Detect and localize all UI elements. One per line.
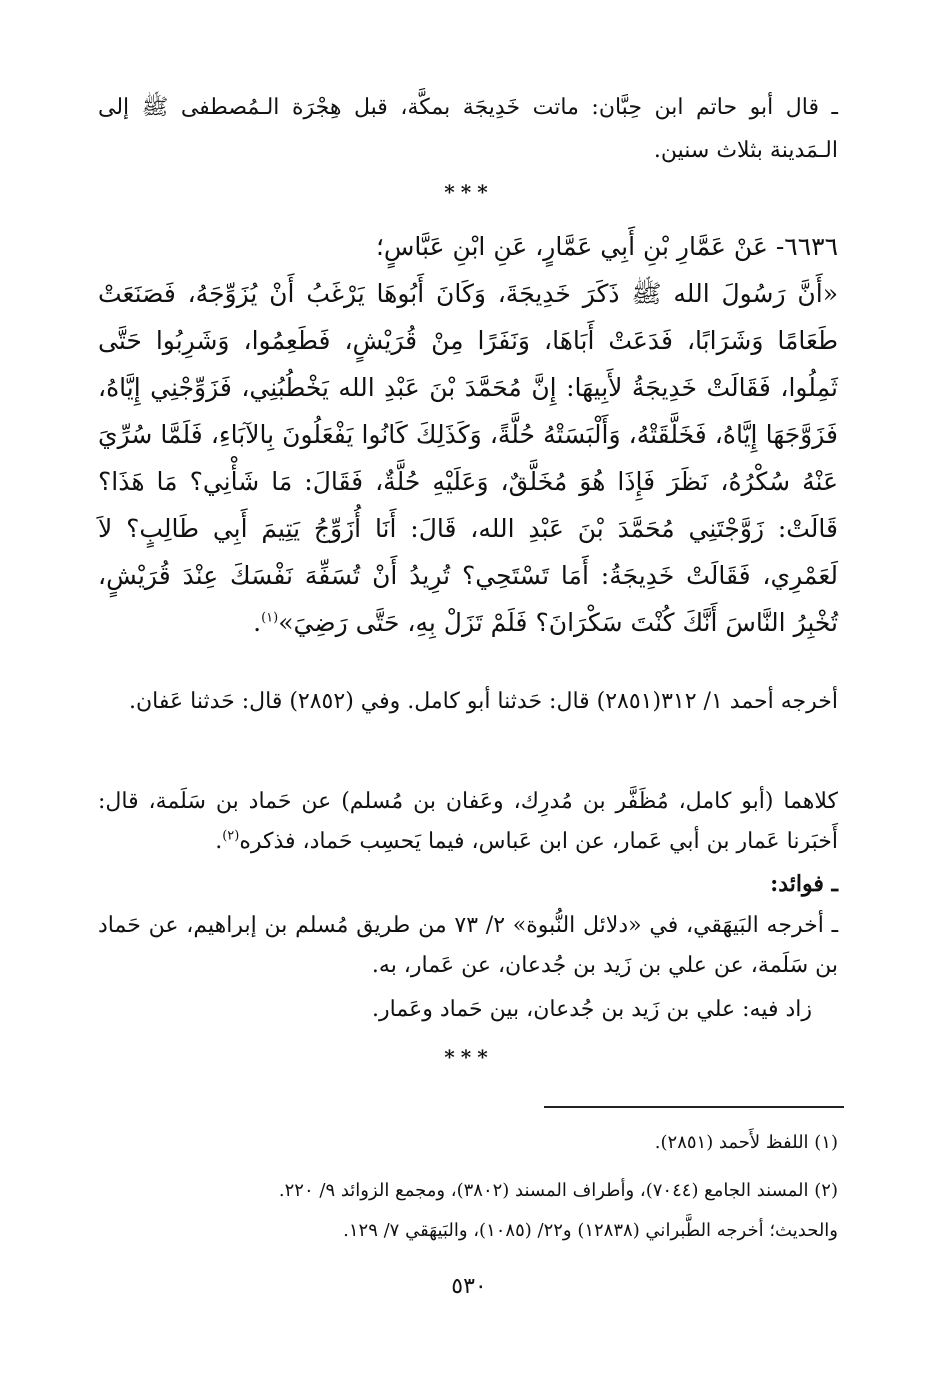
page-number: ٥٣٠: [451, 1274, 487, 1299]
intro-paragraph: ـ قال أبو حاتم ابن حِبَّان: ماتت خَدِيجَة بمكَّة، قبل هِجْرَة الـمُصطفى ﷺ إلى الـمَدينة بثلاث سنين.: [98, 95, 838, 163]
takhrij-end-mark: .: [215, 829, 223, 854]
takhrij-paragraph-2-text: كلاهما (أبو كامل، مُظَفَّر بن مُدرِك، وعَفان بن مُسلم) عن حَماد بن سَلَمة، قال: أَخبَرنا عَمار بن أبي عَمار، عن ابن عَباس، فيما يَحسِب حَماد، فذكره: [98, 789, 838, 854]
hadith-title: ٦٦٣٦- عَنْ عَمَّارِ بْنِ أَبِي عَمَّارٍ، عَنِ ابْنِ عَبَّاسٍ؛: [375, 232, 838, 261]
takhrij-paragraph-2: [98, 782, 838, 862]
footnote-ref-1[interactable]: (١): [261, 610, 279, 626]
fawaid-heading: ـ فوائد:: [770, 871, 838, 897]
hadith-end-mark: .: [253, 608, 262, 637]
section-separator-end: ***: [444, 1045, 494, 1069]
hadith-text: [98, 270, 838, 646]
footnote-divider: [544, 1106, 844, 1108]
takhrij-paragraph-1: أخرجه أحمد ١/ ٣١٢(٢٨٥١) قال: حَدثنا أبو كامل. وفي (٢٨٥٢) قال: حَدثنا عَفان.: [129, 689, 838, 714]
hadith-body-text: «أَنَّ رَسُولَ الله ﷺ ذَكَرَ خَدِيجَةَ، وَكَانَ أَبُوهَا يَرْغَبُ أَنْ يُزَوِّجَهُ، فَصَنَعَتْ طَعَامًا وَشَرَابًا، فَدَعَتْ أَبَاهَا، وَنَفَرًا مِنْ قُرَيْشٍ، فَطَعِمُوا، وَشَرِبُوا حَتَّى ثَمِلُوا، فَقَالَتْ خَدِيجَةُ لأَبِيهَا: إِنَّ مُحَمَّدَ بْنَ عَبْدِ الله يَخْطُبُنِي، فَزَوِّجْنِي إِيَّاهُ، فَزَوَّجَهَا إِيَّاهُ، فَخَلَّقَتْهُ، وَأَلْبَسَتْهُ حُلَّةً، وَكَذَلِكَ كَانُوا يَفْعَلُونَ بِالآبَاءِ، فَلَمَّا سُرِّيَ عَنْهُ سُكْرُهُ، نَظَرَ فَإِذَا هُوَ مُخَلَّقٌ، وَعَلَيْهِ حُلَّةٌ، فَقَالَ: مَا شَأْنِي؟ مَا هَذَا؟ قَالَتْ: زَوَّجْتَنِي مُحَمَّدَ بْنَ عَبْدِ الله، قَالَ: أَنَا أُزَوِّجُ يَتِيمَ أَبِي طَالِبٍ؟ لاَ لَعَمْرِي، فَقَالَتْ خَدِيجَةُ: أَمَا تَسْتَحِي؟ تُرِيدُ أَنْ تُسَفِّهَ نَفْسَكَ عِنْدَ قُرَيْشٍ، تُخْبِرُ النَّاسَ أَنَّكَ كُنْتَ سَكْرَانَ؟ فَلَمْ تَزَلْ بِهِ، حَتَّى رَضِيَ»: [98, 279, 838, 637]
section-separator: ***: [444, 180, 494, 204]
footnote-1: (١) اللفظ لأَحمد (٢٨٥١).: [654, 1132, 838, 1153]
footnote-2-continued: والحديث؛ أخرجه الطَّبراني (١٢٨٣٨) و٢٢/ (١٠٨٥)، والبَيهَقي ٧/ ١٢٩.: [343, 1220, 838, 1241]
fawaid-paragraph-2: زاد فيه: علي بن زَيد بن جُدعان، بين حَماد وعَمار.: [372, 997, 812, 1022]
fawaid-paragraph-1: ـ أخرجه البَيهَقي، في «دلائل النُّبوة» ٢/ ٧٣ من طريق مُسلم بن إبراهيم، عن حَماد بن سَلَمة، عن علي بن زَيد بن جُدعان، عن عَمار، به.: [98, 913, 839, 978]
footnote-ref-2[interactable]: (٢): [222, 828, 240, 844]
footnote-2: (٢) المسند الجامع (٧٠٤٤)، وأطراف المسند (٣٨٠٢)، ومجمع الزوائد ٩/ ٢٢٠.: [278, 1180, 838, 1201]
